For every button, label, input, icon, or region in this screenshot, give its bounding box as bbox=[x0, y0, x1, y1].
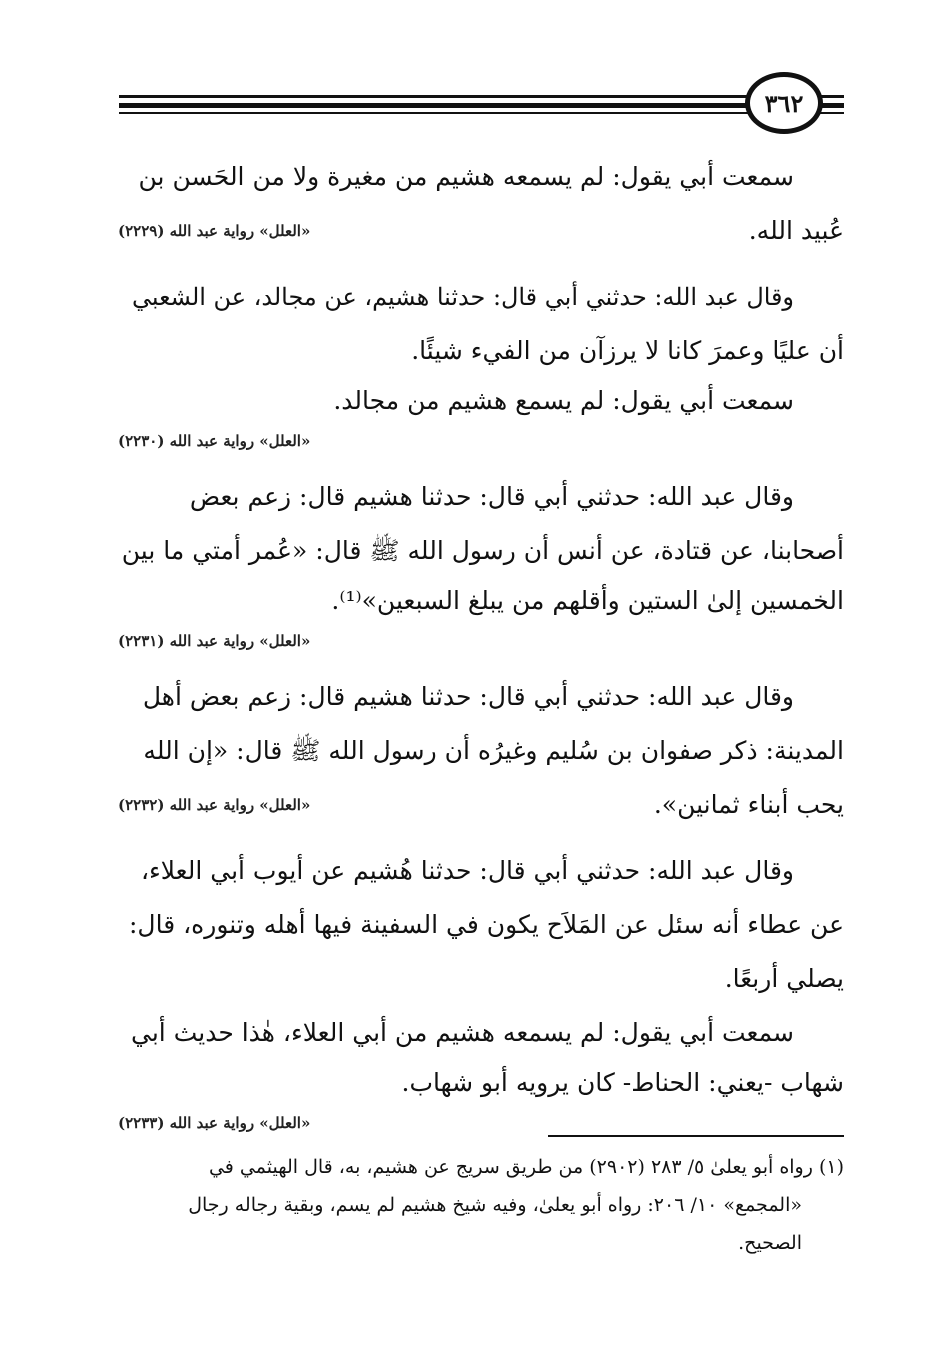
page-number: ٣٦٢ bbox=[764, 88, 804, 118]
citation: «العلل» رواية عبد الله (٢٢٣١) bbox=[118, 632, 311, 650]
header-rule-line bbox=[119, 112, 844, 114]
text-line: سمعت أبي يقول: لم يسمعه هشيم من أبي العلاء، هٰذا حديث أبي bbox=[131, 1018, 794, 1047]
page-header bbox=[0, 0, 939, 150]
text-line: الخمسين إلىٰ الستين وأقلهم من يبلغ السبعين»⁽¹⁾. bbox=[331, 586, 844, 615]
footnote-line: (١) رواه أبو يعلىٰ ٥/ ٢٨٣ (٢٩٠٢) من طريق سريج عن هشيم، به، قال الهيثمي في bbox=[208, 1156, 844, 1178]
footnote-line: «المجمع» ١٠/ ٢٠٦: رواه أبو يعلىٰ، وفيه شيخ هشيم لم يسم، وبقية رجاله رجال bbox=[188, 1194, 802, 1216]
page-number-badge bbox=[745, 72, 823, 134]
citation: «العلل» رواية عبد الله (٢٢٣٣) bbox=[118, 1114, 311, 1132]
footnote bbox=[118, 1148, 844, 1262]
footnote-separator bbox=[548, 1135, 844, 1137]
text-line: أصحابنا، عن قتادة، عن أنس أن رسول الله ﷺ قال: «عُمر أمتي ما بين bbox=[121, 536, 844, 565]
text-line: عن عطاء أنه سئل عن المَلاَح يكون في السفينة فيها أهله وتنوره، قال: bbox=[128, 910, 844, 939]
citation: «العلل» رواية عبد الله (٢٢٢٩) bbox=[118, 222, 311, 240]
header-rule-line bbox=[119, 103, 844, 108]
footnote-line: الصحيح. bbox=[738, 1232, 802, 1254]
text-line: سمعت أبي يقول: لم يسمعه هشيم من مغيرة ولا من الحَسن بن bbox=[138, 162, 794, 191]
text-line: يحب أبناء ثمانين». «العلل» رواية عبد الله (٢٢٣٢) bbox=[118, 778, 844, 832]
text-line: سمعت أبي يقول: لم يسمع هشيم من مجالد. bbox=[333, 386, 794, 415]
header-rule-line bbox=[119, 95, 844, 98]
text-line: وقال عبد الله: حدثني أبي قال: حدثنا هشيم قال: زعم بعض bbox=[189, 482, 794, 511]
text-line: وقال عبد الله: حدثني أبي قال: حدثنا هُشيم عن أيوب أبي العلاء، bbox=[140, 856, 794, 885]
text-line: أن عليًا وعمرَ كانا لا يرزآن من الفيء شيئًا. bbox=[411, 336, 844, 365]
text-line: وقال عبد الله: حدثني أبي قال: حدثنا هشيم، عن مجالد، عن الشعبي bbox=[131, 283, 794, 311]
citation: «العلل» رواية عبد الله (٢٢٣٢) bbox=[118, 796, 311, 814]
text-line: شهاب -يعني: الحناط- كان يرويه أبو شهاب. bbox=[401, 1068, 844, 1097]
text-line: عُبيد الله. «العلل» رواية عبد الله (٢٢٢٩) bbox=[118, 204, 844, 258]
page-body bbox=[118, 150, 844, 1140]
text-line: المدينة: ذكر صفوان بن سُليم وغيرُه أن رسول الله ﷺ قال: «إن الله bbox=[143, 736, 844, 765]
text-line: يصلي أربعًا. bbox=[724, 964, 844, 993]
text-line: وقال عبد الله: حدثني أبي قال: حدثنا هشيم قال: زعم بعض أهل bbox=[142, 682, 794, 711]
citation: «العلل» رواية عبد الله (٢٢٣٠) bbox=[118, 432, 311, 450]
